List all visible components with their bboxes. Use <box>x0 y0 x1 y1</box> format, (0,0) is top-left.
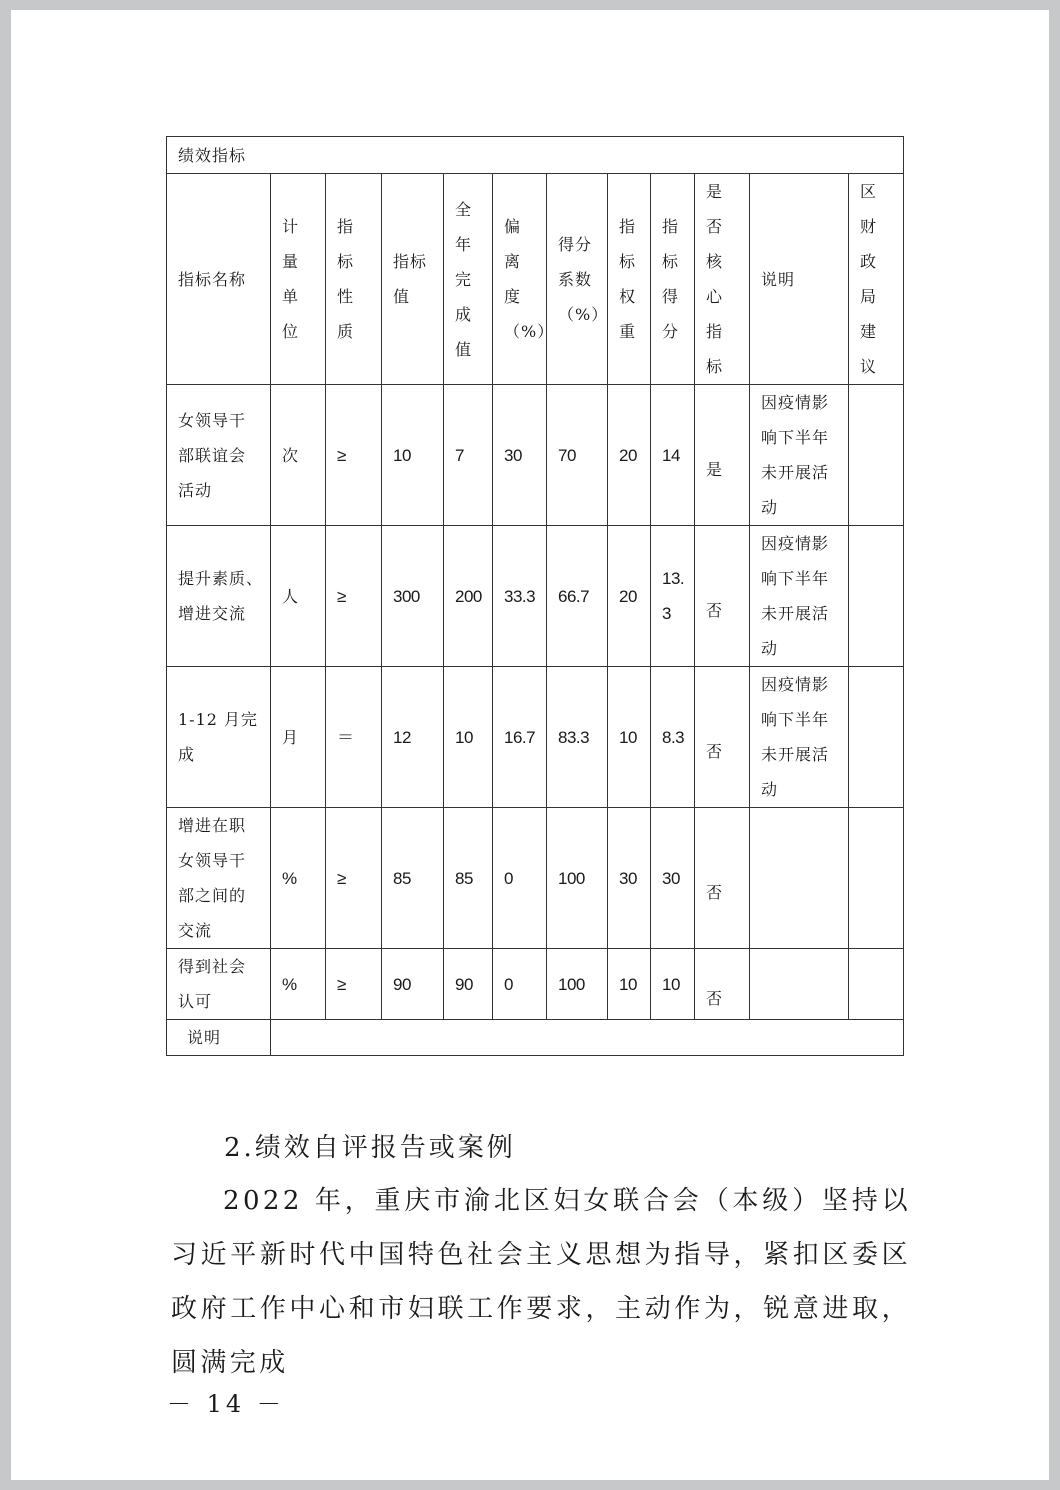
cell-nature: ≥ <box>326 526 382 667</box>
cell-target: 300 <box>382 526 444 667</box>
body-paragraph: 2022 年，重庆市渝北区妇女联合会（本级）坚持以习近平新时代中国特色社会主义思想为指导，紧扣区委区政府工作中心和市妇联工作要求，主动作为，锐意进取，圆满完成 <box>171 1186 911 1378</box>
cell-target: 85 <box>382 808 444 949</box>
cell-weight: 30 <box>608 808 651 949</box>
footer-value <box>271 1020 904 1056</box>
cell-core: 否 <box>695 526 750 667</box>
cell-name: 1-12 月完成 <box>178 710 259 764</box>
header-weight: 指标权重 <box>619 217 637 341</box>
cell-target: 90 <box>382 949 444 1020</box>
table-section-row <box>167 137 904 174</box>
cell-note: 因疫情影响下半年未开展活动 <box>761 534 830 658</box>
cell-score: 30 <box>651 808 695 949</box>
cell-coefficient: 70 <box>547 385 608 526</box>
cell-name: 女领导干部联谊会活动 <box>178 410 247 500</box>
document-page <box>11 10 1049 1480</box>
table-row <box>167 808 904 949</box>
cell-coefficient: 83.3 <box>547 667 608 808</box>
cell-core: 否 <box>695 808 750 949</box>
cell-note: 因疫情影响下半年未开展活动 <box>761 675 830 799</box>
cell-actual: 200 <box>444 526 493 667</box>
table-row <box>167 526 904 667</box>
cell-unit: % <box>271 949 326 1020</box>
footer-label: 说明 <box>167 1020 271 1056</box>
cell-name: 提升素质、增进交流 <box>178 569 264 623</box>
cell-weight: 20 <box>608 526 651 667</box>
table-header-row <box>167 174 904 385</box>
header-name: 指标名称 <box>178 269 247 289</box>
header-actual: 全年完成值 <box>455 199 473 359</box>
cell-actual: 85 <box>444 808 493 949</box>
cell-core: 是 <box>695 385 750 526</box>
header-core: 是否核心指标 <box>706 182 724 376</box>
header-target: 指标值 <box>393 252 428 306</box>
cell-actual: 90 <box>444 949 493 1020</box>
cell-coefficient: 100 <box>547 949 608 1020</box>
cell-nature: ≥ <box>326 385 382 526</box>
cell-weight: 10 <box>608 667 651 808</box>
cell-nature: ≥ <box>326 949 382 1020</box>
cell-deviation: 0 <box>493 949 547 1020</box>
cell-actual: 7 <box>444 385 493 526</box>
cell-note: 因疫情影响下半年未开展活动 <box>761 393 830 517</box>
cell-target: 12 <box>382 667 444 808</box>
cell-score: 14 <box>651 385 695 526</box>
cell-nature: ≥ <box>326 808 382 949</box>
cell-name: 得到社会认可 <box>178 957 247 1011</box>
header-note: 说明 <box>761 269 796 289</box>
cell-deviation: 33.3 <box>493 526 547 667</box>
cell-unit: 人 <box>271 526 326 667</box>
table-row <box>167 949 904 1020</box>
performance-indicator-table <box>166 136 904 1056</box>
table-footer-row <box>167 1020 904 1056</box>
cell-weight: 10 <box>608 949 651 1020</box>
cell-suggestion <box>849 808 904 949</box>
table-row <box>167 385 904 526</box>
cell-nature: ＝ <box>326 667 382 808</box>
header-deviation: 偏离度（%） <box>504 217 555 341</box>
cell-score: 10 <box>651 949 695 1020</box>
cell-unit: % <box>271 808 326 949</box>
cell-target: 10 <box>382 385 444 526</box>
cell-deviation: 0 <box>493 808 547 949</box>
section-label: 绩效指标 <box>167 137 904 174</box>
cell-core: 否 <box>695 667 750 808</box>
page-number: － 14 － <box>167 1390 285 1418</box>
cell-unit: 次 <box>271 385 326 526</box>
cell-suggestion <box>849 385 904 526</box>
table-row <box>167 667 904 808</box>
cell-core: 否 <box>695 949 750 1020</box>
cell-note <box>750 949 849 1020</box>
cell-score: 13.3 <box>662 569 685 623</box>
cell-suggestion <box>849 949 904 1020</box>
cell-deviation: 16.7 <box>493 667 547 808</box>
cell-note <box>750 808 849 949</box>
header-unit: 计量单位 <box>282 217 300 341</box>
cell-score: 8.3 <box>651 667 695 808</box>
section-title: 2.绩效自评报告或案例 <box>224 1133 516 1163</box>
cell-weight: 20 <box>608 385 651 526</box>
cell-name: 增进在职女领导干部之间的交流 <box>178 816 247 940</box>
cell-deviation: 30 <box>493 385 547 526</box>
header-score: 指标得分 <box>662 217 680 341</box>
header-suggestion: 区财政局建议 <box>860 182 878 376</box>
cell-coefficient: 66.7 <box>547 526 608 667</box>
cell-coefficient: 100 <box>547 808 608 949</box>
cell-suggestion <box>849 526 904 667</box>
cell-suggestion <box>849 667 904 808</box>
header-coefficient: 得分系数（%） <box>558 234 609 324</box>
cell-actual: 10 <box>444 667 493 808</box>
cell-unit: 月 <box>271 667 326 808</box>
header-nature: 指标性质 <box>337 217 355 341</box>
